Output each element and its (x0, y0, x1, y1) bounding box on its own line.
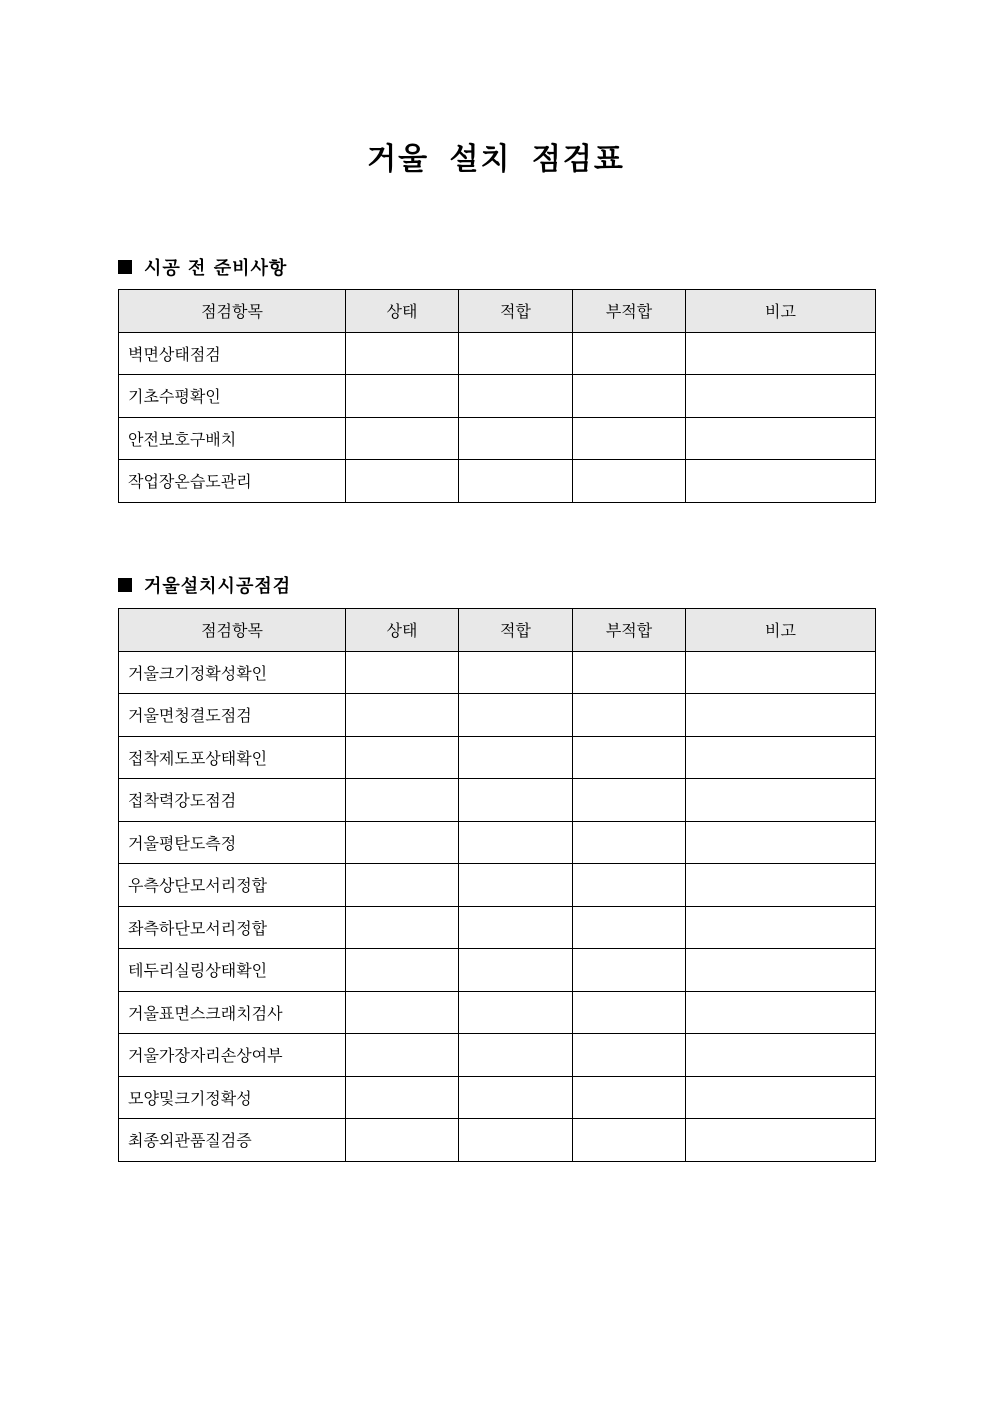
remarks-cell[interactable] (686, 651, 876, 694)
pass-cell[interactable] (459, 949, 573, 992)
check-item-cell: 거울평탄도측정 (119, 821, 346, 864)
remarks-cell[interactable] (686, 1034, 876, 1077)
status-cell[interactable] (346, 332, 459, 375)
status-cell[interactable] (346, 821, 459, 864)
fail-cell[interactable] (573, 906, 686, 949)
status-cell[interactable] (346, 864, 459, 907)
section-heading-text: 거울설치시공점검 (144, 576, 292, 597)
header-status: 상태 (346, 290, 459, 333)
fail-cell[interactable] (573, 949, 686, 992)
table-row (119, 779, 876, 822)
header-check-item: 점검항목 (119, 290, 346, 333)
check-item-cell: 거울크기정확성확인 (119, 651, 346, 694)
header-pass: 적합 (459, 290, 573, 333)
table-row (119, 991, 876, 1034)
status-cell[interactable] (346, 694, 459, 737)
check-item-cell: 거울가장자리손상여부 (119, 1034, 346, 1077)
fail-cell[interactable] (573, 991, 686, 1034)
header-check-item: 점검항목 (119, 609, 346, 652)
document-title: 거울 설치 점검표 (367, 142, 625, 177)
table-row (119, 906, 876, 949)
status-cell[interactable] (346, 1034, 459, 1077)
fail-cell[interactable] (573, 864, 686, 907)
status-cell[interactable] (346, 375, 459, 418)
remarks-cell[interactable] (686, 736, 876, 779)
pass-cell[interactable] (459, 906, 573, 949)
fail-cell[interactable] (573, 1034, 686, 1077)
pass-cell[interactable] (459, 864, 573, 907)
fail-cell[interactable] (573, 736, 686, 779)
table-row (119, 651, 876, 694)
table-row (119, 375, 876, 418)
pass-cell[interactable] (459, 779, 573, 822)
status-cell[interactable] (346, 949, 459, 992)
pass-cell[interactable] (459, 375, 573, 418)
pass-cell[interactable] (459, 991, 573, 1034)
section-heading-installation (118, 572, 291, 598)
table-row (119, 949, 876, 992)
check-item-cell: 벽면상태점검 (119, 332, 346, 375)
status-cell[interactable] (346, 736, 459, 779)
black-square-bullet-icon (118, 578, 132, 592)
check-item-cell: 기초수평확인 (119, 375, 346, 418)
pass-cell[interactable] (459, 651, 573, 694)
black-square-bullet-icon (118, 260, 132, 274)
check-item-cell: 좌측하단모서리정합 (119, 906, 346, 949)
remarks-cell[interactable] (686, 375, 876, 418)
checklist-table-installation (118, 608, 876, 1162)
fail-cell[interactable] (573, 1119, 686, 1162)
fail-cell[interactable] (573, 694, 686, 737)
table-row (119, 736, 876, 779)
remarks-cell[interactable] (686, 1076, 876, 1119)
fail-cell[interactable] (573, 651, 686, 694)
header-remarks: 비고 (686, 290, 876, 333)
check-item-cell: 최종외관품질검증 (119, 1119, 346, 1162)
check-item-cell: 거울면청결도점검 (119, 694, 346, 737)
pass-cell[interactable] (459, 694, 573, 737)
table-row (119, 864, 876, 907)
pass-cell[interactable] (459, 821, 573, 864)
status-cell[interactable] (346, 991, 459, 1034)
remarks-cell[interactable] (686, 332, 876, 375)
status-cell[interactable] (346, 651, 459, 694)
remarks-cell[interactable] (686, 906, 876, 949)
status-cell[interactable] (346, 906, 459, 949)
pass-cell[interactable] (459, 736, 573, 779)
table-row (119, 694, 876, 737)
checklist-table-preparation (118, 289, 876, 503)
fail-cell[interactable] (573, 460, 686, 503)
check-item-cell: 모양및크기정확성 (119, 1076, 346, 1119)
header-remarks: 비고 (686, 609, 876, 652)
remarks-cell[interactable] (686, 460, 876, 503)
fail-cell[interactable] (573, 821, 686, 864)
header-fail: 부적합 (573, 609, 686, 652)
table-row (119, 332, 876, 375)
table-row (119, 1119, 876, 1162)
remarks-cell[interactable] (686, 779, 876, 822)
remarks-cell[interactable] (686, 417, 876, 460)
check-item-cell: 거울표면스크래치검사 (119, 991, 346, 1034)
pass-cell[interactable] (459, 1076, 573, 1119)
pass-cell[interactable] (459, 417, 573, 460)
remarks-cell[interactable] (686, 991, 876, 1034)
pass-cell[interactable] (459, 1119, 573, 1162)
check-item-cell: 접착제도포상태확인 (119, 736, 346, 779)
section-heading-text: 시공 전 준비사항 (144, 258, 288, 279)
fail-cell[interactable] (573, 779, 686, 822)
table-header-row (119, 609, 876, 652)
status-cell[interactable] (346, 417, 459, 460)
header-fail: 부적합 (573, 290, 686, 333)
remarks-cell[interactable] (686, 864, 876, 907)
remarks-cell[interactable] (686, 1119, 876, 1162)
fail-cell[interactable] (573, 375, 686, 418)
fail-cell[interactable] (573, 332, 686, 375)
fail-cell[interactable] (573, 417, 686, 460)
fail-cell[interactable] (573, 1076, 686, 1119)
header-pass: 적합 (459, 609, 573, 652)
check-item-cell: 작업장온습도관리 (119, 460, 346, 503)
status-cell[interactable] (346, 1076, 459, 1119)
table-row (119, 1034, 876, 1077)
table-row (119, 821, 876, 864)
status-cell[interactable] (346, 460, 459, 503)
status-cell[interactable] (346, 779, 459, 822)
section-heading-preparation (118, 254, 287, 280)
table-row (119, 460, 876, 503)
remarks-cell[interactable] (686, 821, 876, 864)
table-row (119, 1076, 876, 1119)
pass-cell[interactable] (459, 460, 573, 503)
header-status: 상태 (346, 609, 459, 652)
check-item-cell: 테두리실링상태확인 (119, 949, 346, 992)
table-header-row (119, 290, 876, 333)
table-row (119, 417, 876, 460)
pass-cell[interactable] (459, 332, 573, 375)
remarks-cell[interactable] (686, 949, 876, 992)
remarks-cell[interactable] (686, 694, 876, 737)
check-item-cell: 접착력강도점검 (119, 779, 346, 822)
pass-cell[interactable] (459, 1034, 573, 1077)
check-item-cell: 안전보호구배치 (119, 417, 346, 460)
status-cell[interactable] (346, 1119, 459, 1162)
check-item-cell: 우측상단모서리정합 (119, 864, 346, 907)
